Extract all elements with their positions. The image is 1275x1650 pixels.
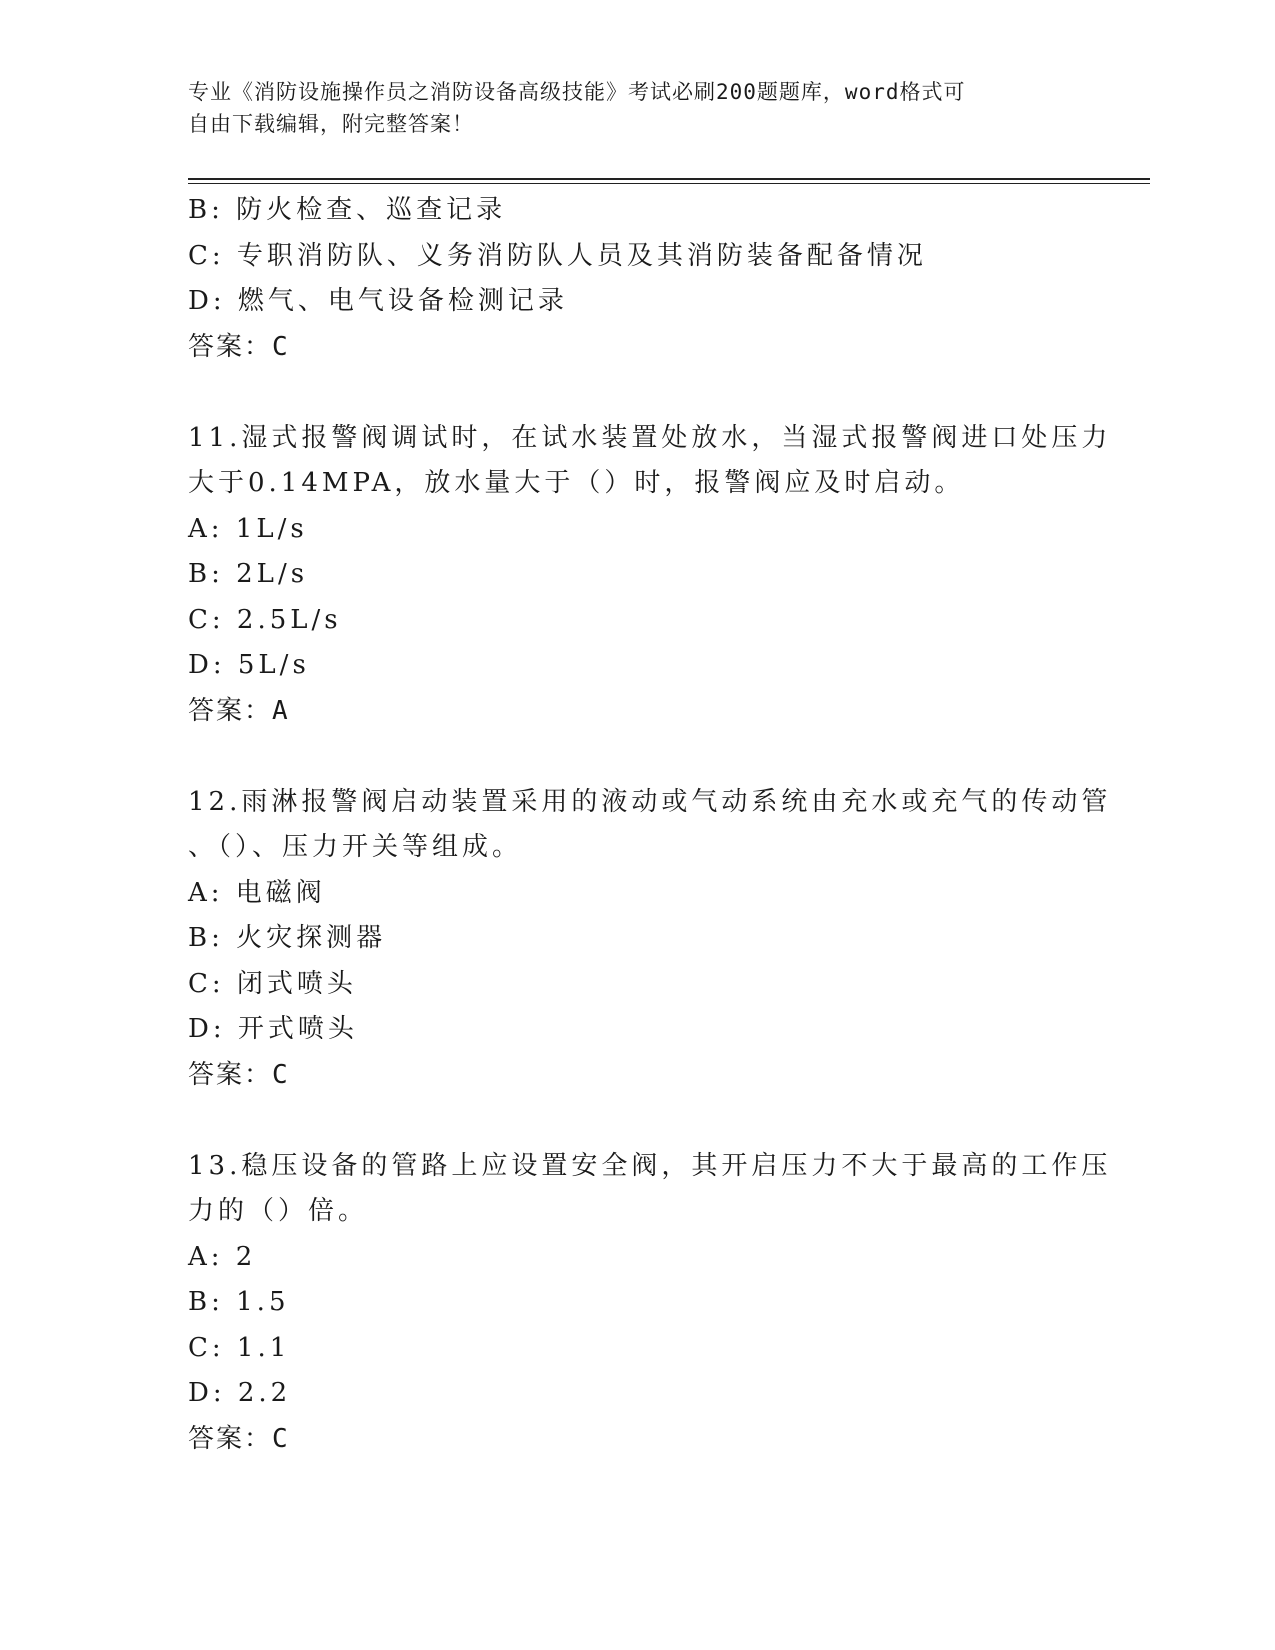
- option-a: A: 1L/s: [188, 513, 308, 544]
- header-line-1: 专业《消防设施操作员之消防设备高级技能》考试必刷200题题库，word格式可: [188, 80, 966, 104]
- question-content: [188, 188, 1112, 1462]
- question-stem-line: 12.雨淋报警阀启动装置采用的液动或气动系统由充水或充气的传动管: [188, 786, 1112, 817]
- question-stem-line: 力的（）倍。: [188, 1196, 369, 1226]
- header-divider-thin: [188, 183, 1150, 184]
- question-spacer: [188, 734, 1088, 780]
- question-13: [188, 1144, 1112, 1463]
- question-stem-line: 、（）、压力开关等组成。: [188, 832, 523, 862]
- question-11: [188, 416, 1112, 735]
- option-d: D: 燃气、电气设备检测记录: [188, 286, 568, 316]
- question-stem-line: 大于0.14MPA，放水量大于（）时，报警阀应及时启动。: [188, 468, 965, 498]
- question-stem-line: 13.稳压设备的管路上应设置安全阀，其开启压力不大于最高的工作压: [188, 1150, 1112, 1181]
- answer-label: 答案：: [188, 695, 273, 726]
- answer-label: 答案：: [188, 1423, 273, 1454]
- option-c: C: 专职消防队、义务消防队人员及其消防装备配备情况: [188, 240, 927, 271]
- question-12: [188, 780, 1112, 1099]
- option-c: C: 2.5L/s: [188, 604, 342, 635]
- answer-value: A: [272, 695, 290, 726]
- option-a: A: 电磁阀: [188, 877, 326, 908]
- answer-value: C: [272, 1059, 290, 1090]
- answer-line: [188, 689, 1088, 735]
- header-line-2: 自由下载编辑，附完整答案！: [188, 112, 474, 136]
- question-stem-line: 11.湿式报警阀调试时，在试水装置处放水，当湿式报警阀进口处压力: [188, 422, 1112, 453]
- question-spacer: [188, 1098, 1088, 1144]
- option-a: A: 2: [188, 1241, 257, 1272]
- option-c: C: 闭式喷头: [188, 968, 357, 999]
- option-d: D: 2.2: [188, 1378, 292, 1408]
- answer-label: 答案：: [188, 331, 273, 362]
- answer-value: C: [272, 1423, 290, 1454]
- answer-line: [188, 1417, 1088, 1463]
- question-10-partial: [188, 188, 1088, 370]
- option-b: B: 防火检查、巡查记录: [188, 195, 507, 225]
- answer-value: C: [272, 331, 290, 362]
- question-spacer: [188, 370, 1088, 416]
- option-b: B: 2L/s: [188, 559, 309, 589]
- option-d: D: 5L/s: [188, 650, 310, 680]
- option-c: C: 1.1: [188, 1332, 291, 1363]
- option-b: B: 火灾探测器: [188, 923, 387, 953]
- option-d: D: 开式喷头: [188, 1014, 358, 1044]
- document-header: [188, 76, 1088, 140]
- header-divider-thick: [188, 178, 1150, 180]
- answer-line: [188, 325, 1088, 371]
- answer-label: 答案：: [188, 1059, 273, 1090]
- answer-line: [188, 1053, 1088, 1099]
- option-b: B: 1.5: [188, 1287, 290, 1317]
